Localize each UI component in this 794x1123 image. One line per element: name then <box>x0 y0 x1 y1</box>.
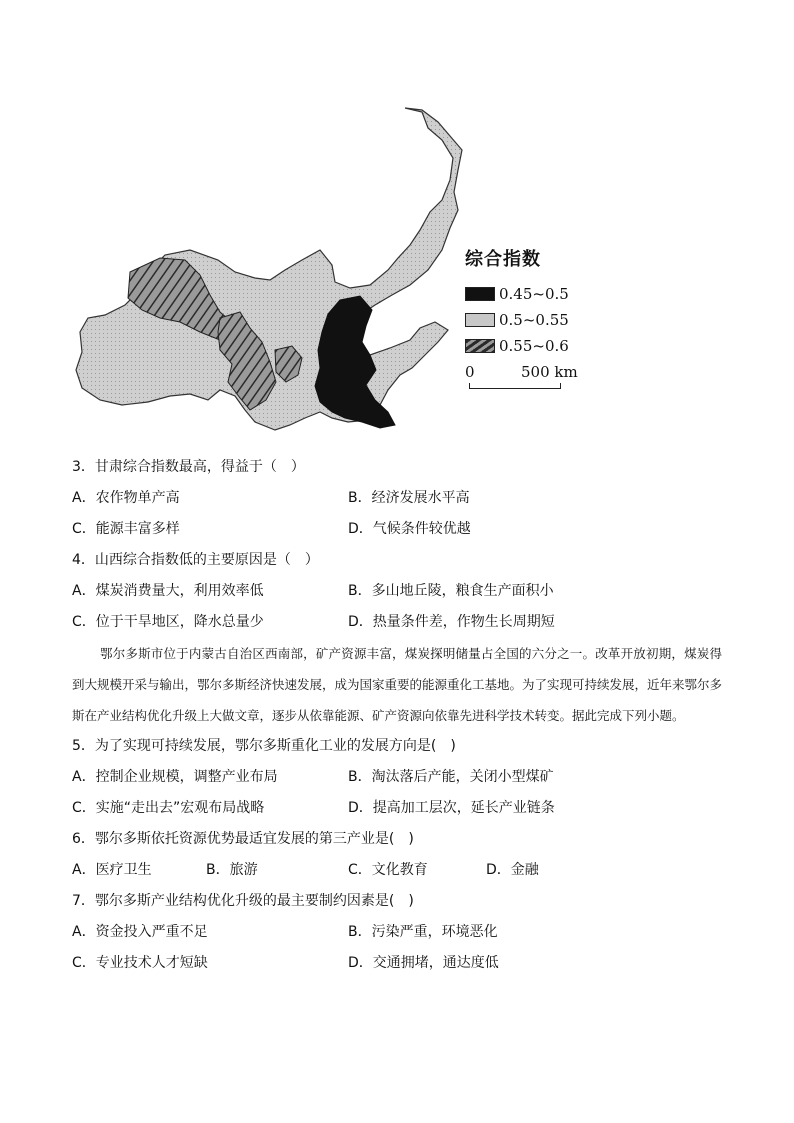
option-d: D．交通拥堵，通达度低 <box>348 955 499 971</box>
option-c: C．实施“走出去”宏观布局战略 <box>72 800 265 816</box>
legend-swatch-black <box>465 287 495 301</box>
option-row <box>72 483 732 514</box>
legend-item <box>465 333 615 359</box>
question-stem: 6．鄂尔多斯依托资源优势最适宜发展的第三产业是( ) <box>72 831 414 847</box>
question-stem: 7．鄂尔多斯产业结构优化升级的最主要制约因素是( ) <box>72 893 414 909</box>
option-d: D．热量条件差，作物生长周期短 <box>348 614 555 630</box>
scale-zero-label: 0 <box>465 363 475 381</box>
scale-bar <box>465 363 615 395</box>
scale-max-label: 500 km <box>521 363 578 381</box>
option-c: C．文化教育 <box>348 862 428 878</box>
legend-item <box>465 307 615 333</box>
option-a: A．医疗卫生 <box>72 862 152 878</box>
option-row <box>72 762 732 793</box>
option-a: A．农作物单产高 <box>72 490 180 506</box>
option-row <box>72 514 732 545</box>
legend-label: 0.5~0.55 <box>499 311 569 329</box>
option-row <box>72 855 732 886</box>
option-a: A．煤炭消费量大，利用效率低 <box>72 583 264 599</box>
option-row <box>72 917 732 948</box>
scale-line <box>469 383 561 389</box>
legend-label: 0.55~0.6 <box>499 337 569 355</box>
legend-item <box>465 281 615 307</box>
option-b: B．旅游 <box>206 862 258 878</box>
option-a: A．资金投入严重不足 <box>72 924 208 940</box>
option-d: D．提高加工层次，延长产业链条 <box>348 800 555 816</box>
map-legend <box>465 245 615 395</box>
question-stem: 3．甘肃综合指数最高，得益于（ ） <box>72 459 305 475</box>
option-c: C．专业技术人才短缺 <box>72 955 208 971</box>
option-b: B．淘汰落后产能，关闭小型煤矿 <box>348 769 554 785</box>
option-row <box>72 793 732 824</box>
option-b: B．经济发展水平高 <box>348 490 470 506</box>
legend-title: 综合指数 <box>465 249 541 270</box>
option-d: D．气候条件较优越 <box>348 521 471 537</box>
legend-swatch-gray <box>465 313 495 327</box>
option-b: B．污染严重，环境恶化 <box>348 924 498 940</box>
question-stem: 5．为了实现可持续发展，鄂尔多斯重化工业的发展方向是( ) <box>72 738 456 754</box>
question-section <box>72 452 732 979</box>
option-row <box>72 576 732 607</box>
reading-passage: 鄂尔多斯市位于内蒙古自治区西南部，矿产资源丰富，煤炭探明储量占全国的六分之一。改革开放初期，煤炭得到大规模开采与输出，鄂尔多斯经济快速发展，成为国家重要的能源重化工基地。为了实现可持续发展，近年来鄂尔多斯在产业结构优化升级上大做文章，逐步从依靠能源、矿产资源向依靠先进科学技术转变。据此完成下列小题。 <box>72 646 723 723</box>
option-a: A．控制企业规模，调整产业布局 <box>72 769 278 785</box>
option-row <box>72 607 732 638</box>
option-c: C．位于干旱地区，降水总量少 <box>72 614 264 630</box>
option-b: B．多山地丘陵，粮食生产面积小 <box>348 583 554 599</box>
option-d: D．金融 <box>486 862 539 878</box>
question-stem: 4．山西综合指数低的主要原因是（ ） <box>72 552 319 568</box>
legend-swatch-hatched <box>465 339 495 353</box>
index-map <box>70 100 510 440</box>
option-c: C．能源丰富多样 <box>72 521 180 537</box>
option-row <box>72 948 732 979</box>
legend-label: 0.45~0.5 <box>499 285 569 303</box>
